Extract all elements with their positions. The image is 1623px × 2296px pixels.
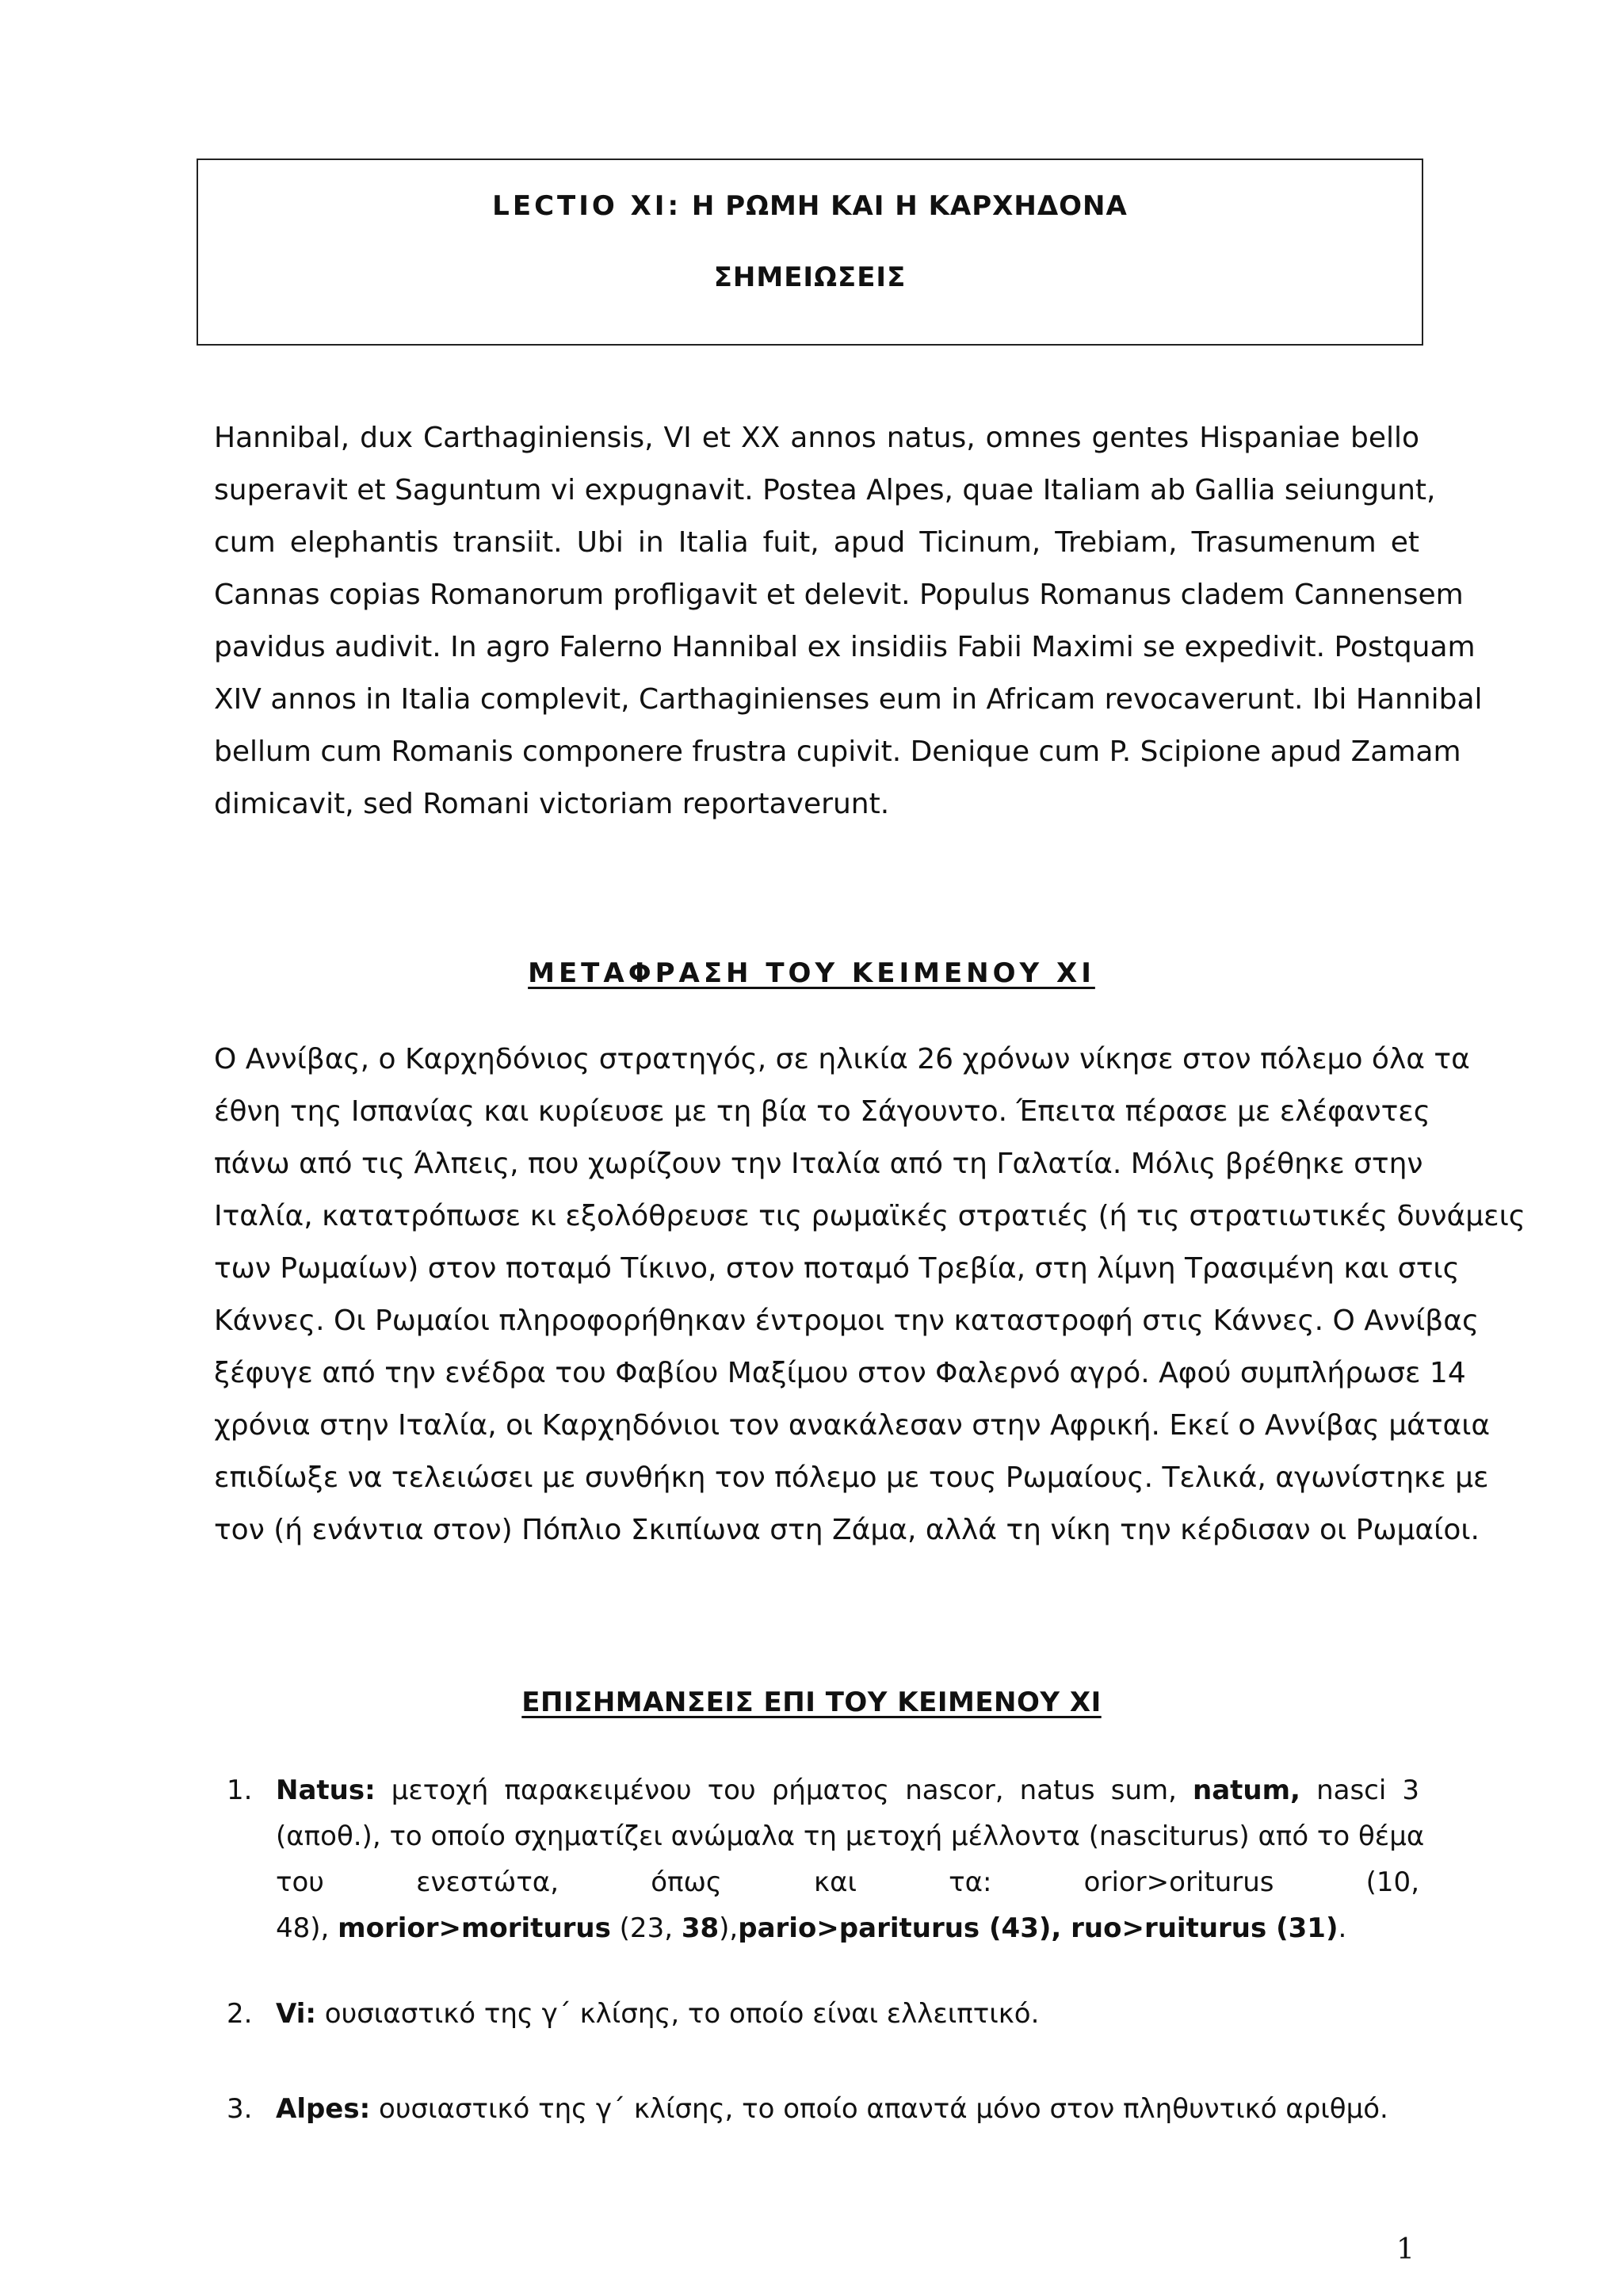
page-title: [198, 190, 1422, 222]
latin-line: cum elephantis transiit. Ubi in Italia fuit, apud Ticinum, Trebiam, Trasumenum et: [214, 526, 1419, 559]
note-row: (αποθ.), το οποίο σχηματίζει ανώμαλα τη μετοχή μέλλοντα (nasciturus) από το θέμα: [276, 1820, 1425, 1852]
translation-line: Κάννες. Οι Ρωμαίοι πληροφορήθηκαν έντρομοι την καταστροφή στις Κάννες. Ο Αννίβας: [214, 1305, 1480, 1337]
note-row: Alpes: ουσιαστικό της γ΄ κλίσης, το οποίο απαντά μόνο στον πληθυντικό αριθμό.: [276, 2093, 1388, 2125]
latin-line: dimicavit, sed Romani victoriam reportaverunt.: [214, 788, 890, 820]
note-body: [276, 1767, 1425, 1951]
notes-heading: ΕΠΙΣΗΜΑΝΣΕΙΣ ΕΠΙ ΤΟΥ ΚΕΙΜΕΝΟΥ XI: [521, 1687, 1102, 1718]
latin-line: pavidus audivit. In agro Falerno Hannibal ex insidiis Fabii Maximi se expedivit. Postquam: [214, 631, 1476, 663]
note-row: Vi: ουσιαστικό της γ΄ κλίσης, το οποίο είναι ελλειπτικό.: [276, 1998, 1040, 2030]
translation-line: πάνω από τις Άλπεις, που χωρίζουν την Ιταλία από τη Γαλατία. Μόλις βρέθηκε στην: [214, 1148, 1423, 1180]
page-subtitle: ΣΗΜΕΙΩΣΕΙΣ: [713, 262, 907, 293]
note-row: του ενεστώτα, όπως και τα: orior>oriturus (10,: [276, 1866, 1419, 1898]
note-body: [276, 1991, 1419, 2037]
translation-line: έθνη της Ισπανίας και κυρίευσε με τη βία το Σάγουντο. Έπειτα πέρασε με ελέφαντες: [214, 1095, 1430, 1128]
note-row: Natus: μετοχή παρακειμένου του ρήματος nascor, natus sum, natum, nasci 3: [276, 1775, 1420, 1806]
note-term: Alpes:: [276, 2093, 371, 2125]
translation-line: Ο Αννίβας, ο Καρχηδόνιος στρατηγός, σε ηλικία 26 χρόνων νίκησε στον πόλεμο όλα τα: [214, 1043, 1470, 1075]
latin-line: Hannibal, dux Carthaginiensis, VI et XX annos natus, omnes gentes Hispaniae bello: [214, 422, 1419, 454]
latin-line: bellum cum Romanis componere frustra cupivit. Denique cum P. Scipione apud Zamam: [214, 735, 1461, 768]
translation-line: επιδίωξε να τελειώσει με συνθήκη τον πόλεμο με τους Ρωμαίους. Τελικά, αγωνίστηκε με: [214, 1461, 1489, 1494]
list-number: 2.: [227, 1998, 253, 2030]
translation-heading: ΜΕΤΑΦΡΑΣΗ ΤΟΥ ΚΕΙΜΕΝΟΥ XI: [528, 957, 1095, 989]
page-number: 1: [1396, 2233, 1415, 2266]
latin-text: [214, 412, 1483, 831]
latin-line: XIV annos in Italia complevit, Carthaginienses eum in Africam revocaverunt. Ibi Hannibal: [214, 683, 1483, 716]
translation-line: ξέφυγε από την ενέδρα του Φαβίου Μαξίμου στον Φαλερνό αγρό. Αφού συμπλήρωσε 14: [214, 1357, 1466, 1389]
translation-line: των Ρωμαίων) στον ποταμό Τίκινο, στον ποταμό Τρεβία, στη λίμνη Τρασιμένη και στις: [214, 1252, 1460, 1285]
translation-line: χρόνια στην Ιταλία, οι Καρχηδόνιοι τον ανακάλεσαν στην Αφρική. Εκεί ο Αννίβας μάταια: [214, 1409, 1491, 1442]
latin-line: Cannas copias Romanorum profligavit et delevit. Populus Romanus cladem Cannensem: [214, 579, 1464, 611]
note-term: Natus:: [276, 1775, 376, 1806]
translation-line: τον (ή ενάντια στον) Πόπλιο Σκιπίωνα στη Ζάμα, αλλά τη νίκη την κέρδισαν οι Ρωμαίοι.: [214, 1514, 1480, 1546]
note-row: 48), morior>moriturus (23, 38),pario>pariturus (43), ruo>ruiturus (31).: [276, 1912, 1347, 1944]
list-number: 3.: [227, 2093, 253, 2125]
title-latin: LECTIO XI:: [492, 190, 682, 222]
note-term: Vi:: [276, 1998, 316, 2030]
list-number: 1.: [227, 1775, 253, 1806]
translation-text: [214, 1033, 1526, 1557]
translation-line: Ιταλία, κατατρόπωσε κι εξολόθρευσε τις ρωμαϊκές στρατιές (ή τις στρατιωτικές δυνάμεις: [214, 1200, 1526, 1232]
title-box: [197, 159, 1423, 346]
note-body: [276, 2086, 1419, 2132]
title-greek: Η ΡΩΜΗ ΚΑΙ Η ΚΑΡΧΗΔΟΝΑ: [691, 190, 1128, 222]
latin-line: superavit et Saguntum vi expugnavit. Postea Alpes, quae Italiam ab Gallia seiungunt,: [214, 474, 1436, 506]
